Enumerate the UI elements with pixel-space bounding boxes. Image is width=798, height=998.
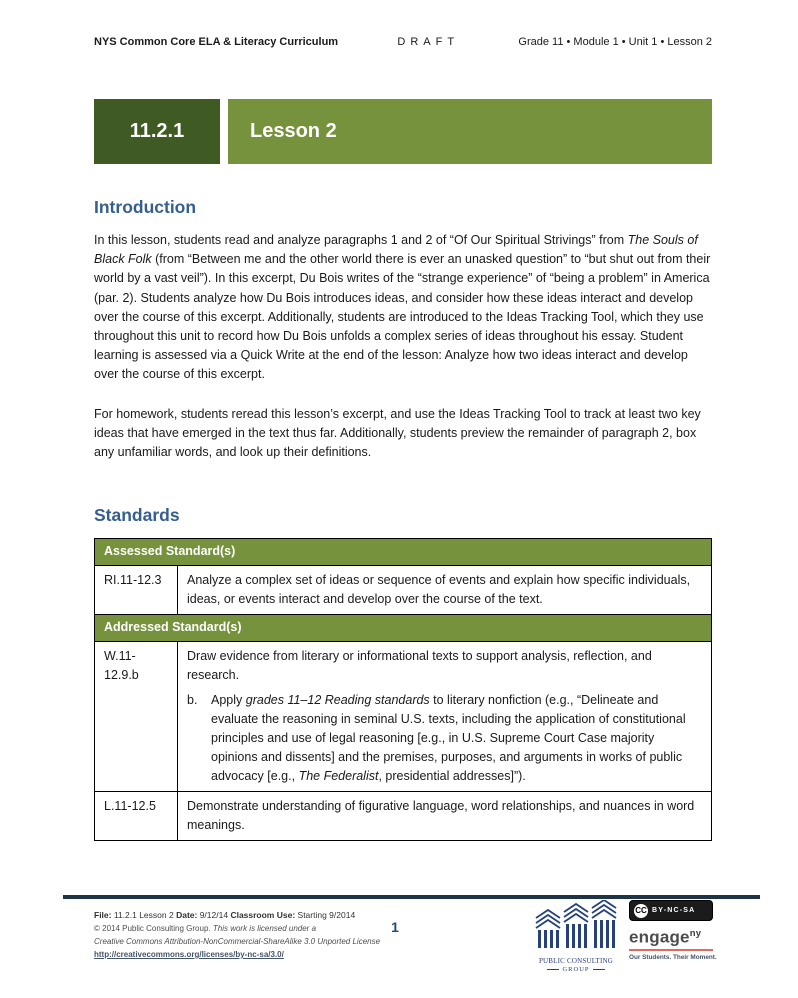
standard-text: Analyze a complex set of ideas or sequence of events and explain how specific individuals, ideas, or events interact and develop over the course of the text. (178, 566, 712, 615)
page-number: 1 (391, 919, 399, 935)
standard-main-text: Draw evidence from literary or informational texts to support analysis, reflection, and research. (187, 649, 652, 682)
assessed-standards-header: Assessed Standard(s) (95, 539, 712, 566)
header-curriculum-title: NYS Common Core ELA & Literacy Curriculum (94, 36, 339, 48)
introduction-paragraph-1: In this lesson, students read and analyze paragraphs 1 and 2 of “Of Our Spiritual Strivings” from The Souls of Black Folk (from “Between me and the other world there is ever an unasked question” to “but shut out from their world by a vast veil”). In this excerpt, Du Bois writes of the “strange experience” of “being a problem” in America (par. 2). Students analyze how Du Bois introduces ideas, and consider how these ideas interact and develop over the course of this excerpt. Additionally, students are introduced to the Ideas Tracking Tool, which they use throughout this unit to record how Du Bois unfolds a complex series of ideas throughout his essay. Student learning is assessed via a Quick Write at the end of the lesson: Analyze how two ideas interact and develop over the course of this excerpt. (94, 233, 711, 382)
lesson-title-badge: Lesson 2 (228, 99, 712, 164)
standard-sub-item (187, 691, 702, 786)
cc-license-link[interactable]: http://creativecommons.org/licenses/by-nc-sa/3.0/ (94, 950, 284, 959)
public-consulting-group-logo (533, 900, 619, 973)
header-draft-label: DRAFT (397, 36, 460, 48)
table-row (95, 566, 712, 615)
cc-license-label: BY-NC-SA (652, 907, 696, 914)
standard-code: L.11-12.5 (95, 792, 178, 841)
footer-license-name: Creative Commons Attribution-NonCommercial-ShareAlike 3.0 Unported License (94, 937, 381, 946)
standard-code: RI.11-12.3 (95, 566, 178, 615)
engageny-logo-block (629, 900, 715, 961)
header-grade-module-unit-lesson: Grade 11 • Module 1 • Unit 1 • Lesson 2 (518, 36, 712, 48)
introduction-paragraph-2: For homework, students reread this lesson’s excerpt, and use the Ideas Tracking Tool to track at least two key ideas that have emerged in the text thus far. Additionally, students preview the remainder of paragraph 2, box any unfamiliar words, and look up their definitions. (94, 407, 701, 460)
lesson-code-badge: 11.2.1 (94, 99, 220, 164)
table-row (95, 792, 712, 841)
sub-item-text: Apply grades 11–12 Reading standards to literary nonfiction (e.g., “Delineate and evaluate the reasoning in seminal U.S. texts, including the application of constitutional principles and use of legal reasoning [e.g., in U.S. Supreme Court Case majority opinions and dissents] and the premises, purposes, and arguments in works of public advocacy [e.g., The Federalist, presidential addresses]”). (211, 693, 686, 783)
addressed-standards-header: Addressed Standard(s) (95, 615, 712, 642)
table-row (95, 539, 712, 566)
footer-license-block (94, 909, 394, 961)
standard-text (178, 642, 712, 792)
pcg-group-text (533, 966, 619, 973)
engageny-wordmark (629, 925, 715, 947)
standards-heading: Standards (94, 505, 180, 525)
engage-ny-superscript: ny (689, 928, 702, 939)
footer-logos (533, 900, 715, 973)
sub-item-label: b. (187, 693, 198, 707)
pcg-group-label: GROUP (562, 966, 590, 973)
pcg-columns-icon (534, 900, 618, 950)
standards-table (94, 538, 712, 841)
introduction-heading: Introduction (94, 197, 197, 217)
engage-text: engage (629, 927, 690, 947)
lesson-banner (94, 99, 712, 164)
table-row (95, 642, 712, 792)
running-header (94, 36, 712, 48)
engage-tagline: Our Students. Their Moment. (629, 953, 717, 961)
cc-by-nc-sa-badge (629, 900, 713, 921)
cc-icon: CC (634, 904, 648, 918)
pcg-dash (593, 969, 605, 970)
pcg-name-text: PUBLIC CONSULTING (538, 957, 614, 965)
pcg-dash (547, 969, 559, 970)
footer-copyright: © 2014 Public Consulting Group. This work is licensed under a (94, 924, 317, 933)
table-row (95, 615, 712, 642)
standard-code: W.11-12.9.b (95, 642, 178, 792)
footer-file-info: File: 11.2.1 Lesson 2 Date: 9/12/14 Classroom Use: Starting 9/2014 (94, 910, 356, 920)
banner-divider (220, 99, 228, 164)
standard-text: Demonstrate understanding of figurative language, word relationships, and nuances in word meanings. (178, 792, 712, 841)
engage-red-rule (629, 949, 713, 951)
footer-divider-rule (63, 895, 760, 899)
